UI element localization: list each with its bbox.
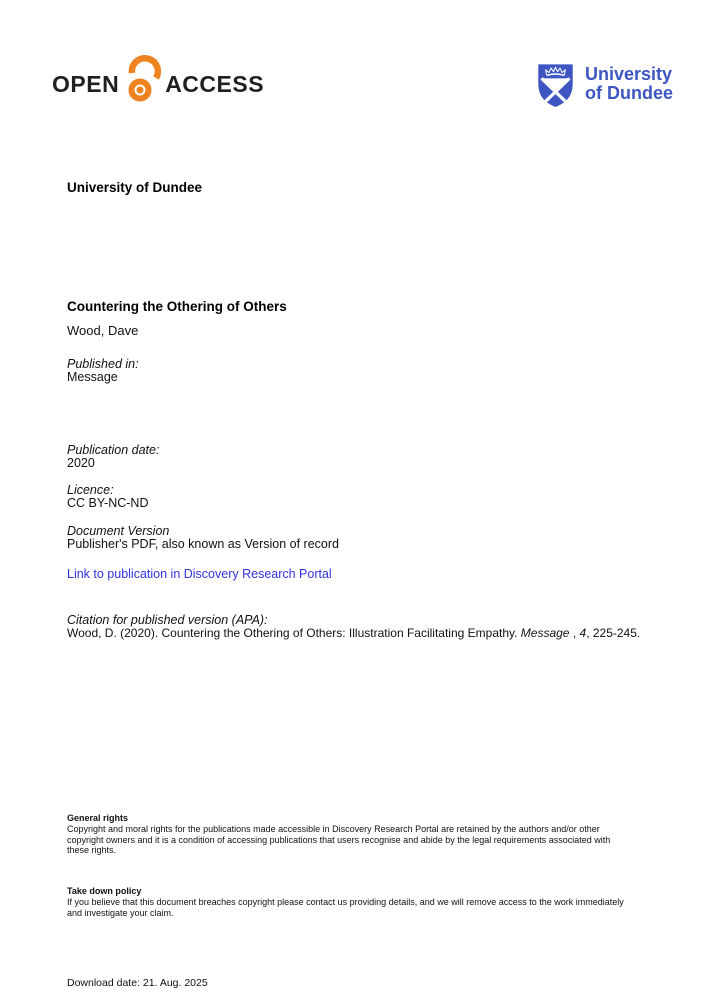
- citation-volume: 4: [579, 625, 587, 640]
- dundee-wordmark-line2: of Dundee: [585, 83, 673, 103]
- download-date: Download date: 21. Aug. 2025: [67, 977, 208, 989]
- take-down-policy-section: [67, 886, 624, 918]
- publication-date-label: Publication date:: [67, 443, 160, 457]
- publication-title: Countering the Othering of Others: [67, 299, 287, 314]
- take-down-policy-title: Take down policy: [67, 886, 142, 896]
- document-version-group: [67, 525, 339, 550]
- publication-authors: Wood, Dave: [67, 323, 139, 338]
- dundee-wordmark-line1: University: [585, 64, 673, 84]
- citation-group: [67, 614, 640, 639]
- licence-group: [67, 484, 149, 509]
- document-version-label: Document Version: [67, 524, 170, 538]
- citation-pages: , 225-245.: [586, 625, 641, 640]
- citation-label: Citation for published version (APA):: [67, 613, 268, 627]
- licence-label: Licence:: [67, 483, 114, 497]
- university-of-dundee-logo: [535, 61, 673, 110]
- published-in-group: [67, 358, 139, 383]
- general-rights-line: these rights.: [67, 845, 117, 856]
- licence-value: CC BY-NC-ND: [67, 495, 149, 510]
- open-access-open-label: OPEN: [52, 71, 120, 97]
- citation-journal: Message: [520, 625, 570, 640]
- open-lock-icon: [123, 48, 161, 102]
- discovery-portal-link[interactable]: Link to publication in Discovery Research Portal: [67, 567, 332, 581]
- take-down-policy-line: If you believe that this document breaches copyright please contact us providing details, and we will remove access to the work immediately: [67, 896, 624, 907]
- open-access-access-label: ACCESS: [165, 71, 265, 97]
- citation-prefix: Wood, D. (2020). Countering the Othering of Others: Illustration Facilitating Empathy.: [67, 625, 521, 640]
- citation-text: [67, 627, 640, 640]
- publication-date-group: [67, 444, 159, 469]
- take-down-policy-line: and investigate your claim.: [67, 907, 174, 918]
- dundee-shield-icon: [535, 61, 576, 110]
- general-rights-title: General rights: [67, 813, 129, 823]
- published-in-value: Message: [67, 369, 118, 384]
- published-in-label: Published in:: [67, 357, 139, 371]
- general-rights-line: Copyright and moral rights for the publications made accessible in Discovery Research Portal are retained by the authors and/or other: [67, 823, 600, 834]
- open-access-logo: [52, 48, 264, 102]
- document-version-value: Publisher's PDF, also known as Version of record: [67, 536, 339, 551]
- general-rights-section: [67, 813, 610, 856]
- citation-separator: ,: [569, 625, 580, 640]
- general-rights-line: copyright owners and it is a condition of accessing publications that users recognise and abide by the legal requirements associated with: [67, 834, 611, 845]
- dundee-wordmark: [585, 65, 673, 103]
- publication-date-value: 2020: [67, 455, 95, 470]
- institution-heading: University of Dundee: [67, 180, 203, 195]
